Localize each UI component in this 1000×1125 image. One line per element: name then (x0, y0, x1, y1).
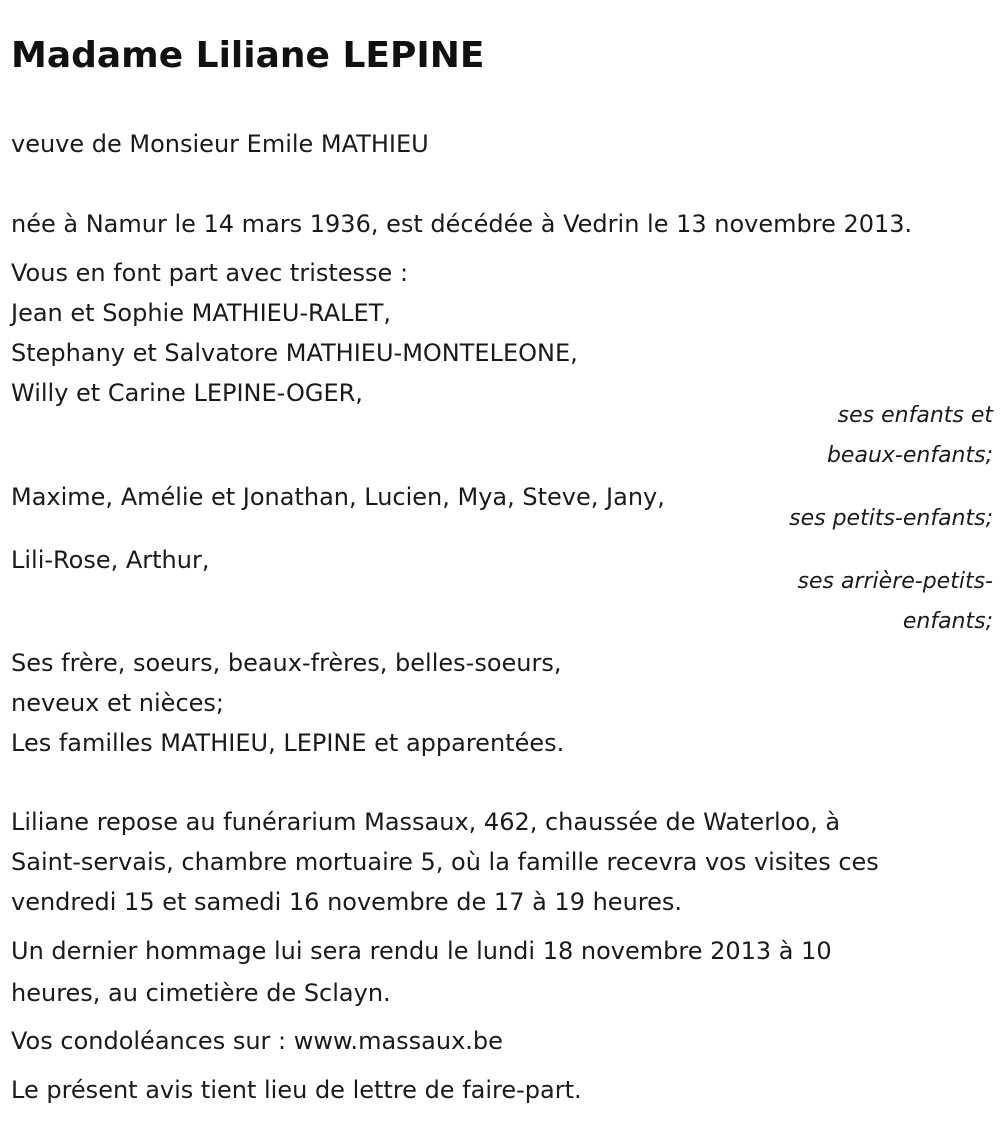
announcement-intro: Vous en font part avec tristesse : (11, 259, 409, 287)
visitation-line-3: vendredi 15 et samedi 16 novembre de 17 à 19 heures. (11, 888, 683, 916)
children-line-3: Willy et Carine LEPINE-OGER, (11, 379, 363, 407)
children-role-line-2: beaux-enfants; (826, 443, 993, 468)
relatives-line-3: Les familles MATHIEU, LEPINE et apparentées. (11, 729, 565, 757)
grandchildren-line: Maxime, Amélie et Jonathan, Lucien, Mya, Steve, Jany, (11, 483, 665, 511)
ceremony-line-2: heures, au cimetière de Sclayn. (11, 979, 391, 1007)
ceremony-line-1: Un dernier hommage lui sera rendu le lundi 18 novembre 2013 à 10 (11, 937, 832, 965)
visitation-line-2: Saint-servais, chambre mortuaire 5, où la famille recevra vos visites ces (11, 848, 879, 876)
relatives-line-1: Ses frère, soeurs, beaux-frères, belles-soeurs, (11, 649, 562, 677)
relatives-line-2: neveux et nièces; (11, 689, 224, 717)
great-grandchildren-line: Lili-Rose, Arthur, (11, 546, 210, 574)
birth-death-line: née à Namur le 14 mars 1936, est décédée à Vedrin le 13 novembre 2013. (11, 210, 913, 238)
children-role-line-1: ses enfants et (837, 403, 993, 428)
notice-title: Madame Liliane LEPINE (11, 35, 485, 76)
great-grandchildren-role-line-1: ses arrière-petits- (797, 569, 993, 594)
visitation-line-1: Liliane repose au funérarium Massaux, 462, chaussée de Waterloo, à (11, 808, 841, 836)
children-line-1: Jean et Sophie MATHIEU-RALET, (11, 299, 392, 327)
widow-of-line: veuve de Monsieur Emile MATHIEU (11, 130, 429, 158)
closing-line: Le présent avis tient lieu de lettre de faire-part. (11, 1076, 582, 1104)
grandchildren-role: ses petits-enfants; (789, 506, 993, 531)
condolences-line: Vos condoléances sur : www.massaux.be (11, 1027, 503, 1055)
great-grandchildren-role-line-2: enfants; (902, 609, 993, 634)
children-line-2: Stephany et Salvatore MATHIEU-MONTELEONE, (11, 339, 578, 367)
